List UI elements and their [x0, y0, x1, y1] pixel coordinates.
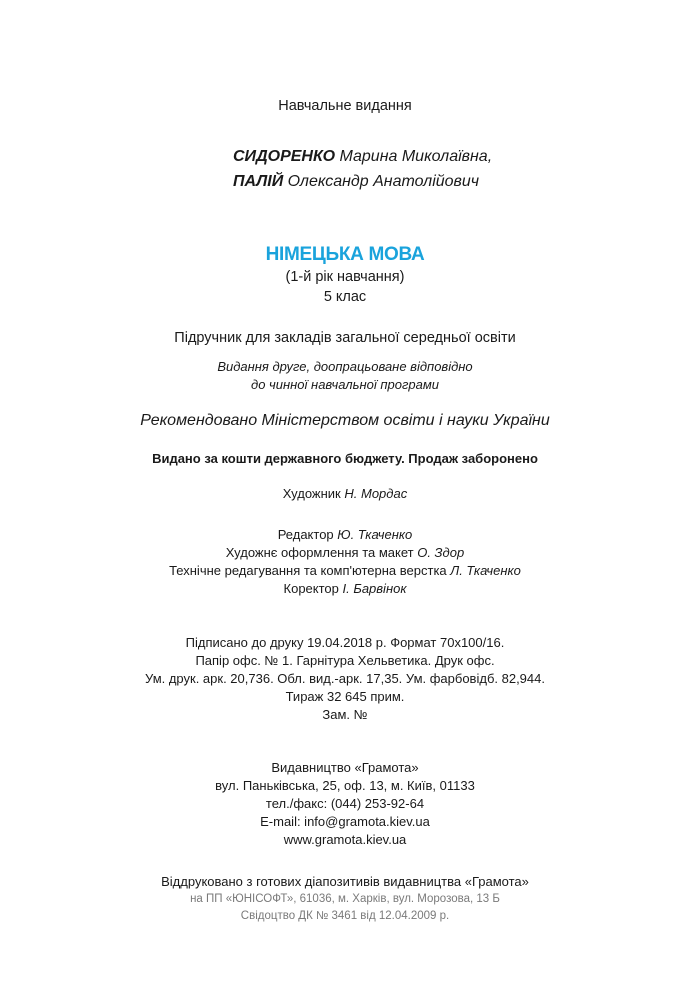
publisher-address: вул. Паньківська, 25, оф. 13, м. Київ, 01133 — [215, 778, 475, 793]
editor-credit — [0, 527, 690, 542]
tech-name: Л. Ткаченко — [450, 563, 521, 578]
editor-name: Ю. Ткаченко — [337, 527, 413, 542]
imprint-line-5: Зам. № — [322, 707, 368, 722]
author-2 — [233, 173, 479, 191]
editor-label: Редактор — [277, 527, 334, 542]
artist-label: Художник — [282, 486, 341, 501]
year-of-study: (1-й рік навчання) — [285, 269, 405, 285]
publisher-email: E-mail: info@gramota.kiev.ua — [260, 814, 430, 829]
printer-line-2: на ПП «ЮНІСОФТ», 61036, м. Харків, вул. Морозова, 13 Б — [190, 893, 500, 905]
imprint-line-3: Ум. друк. арк. 20,736. Обл. вид.-арк. 17,35. Ум. фарбовідб. 82,944. — [145, 671, 545, 686]
proof-credit — [0, 581, 690, 596]
funding-note: Видано за кошти державного бюджету. Продаж заборонено — [152, 451, 538, 466]
printer-line-1: Віддруковано з готових діапозитивів видавництва «Грамота» — [161, 874, 529, 889]
publisher-website: www.gramota.kiev.ua — [283, 832, 407, 847]
author-1-surname: СИДОРЕНКО — [233, 148, 336, 165]
proof-name: І. Барвінок — [342, 581, 407, 596]
tech-credit — [0, 563, 690, 578]
author-1 — [233, 148, 492, 166]
edition-note-1: Видання друге, доопрацьоване відповідно — [217, 359, 473, 374]
imprint-line-4: Тираж 32 645 прим. — [285, 689, 405, 704]
artist-name: Н. Мордас — [344, 486, 408, 501]
edition-note-2: до чинної навчальної програми — [251, 377, 439, 392]
publisher-phone: тел./факс: (044) 253-92-64 — [265, 796, 425, 811]
design-label: Художнє оформлення та макет — [225, 545, 414, 560]
design-credit — [0, 545, 690, 560]
edition-type: Навчальне видання — [278, 98, 412, 114]
artist-credit — [0, 486, 690, 501]
design-name: О. Здор — [417, 545, 465, 560]
book-title: НІМЕЦЬКА МОВА — [265, 244, 425, 265]
imprint-line-2: Папір офс. № 1. Гарнітура Хельветика. Друк офс. — [195, 653, 495, 668]
tech-label: Технічне редагування та комп'ютерна верстка — [169, 563, 447, 578]
author-1-name: Марина Миколаївна, — [339, 148, 493, 165]
publisher-name: Видавництво «Грамота» — [271, 760, 419, 775]
author-2-name: Олександр Анатолійович — [287, 173, 480, 190]
printer-line-3: Свідоцтво ДК № 3461 від 12.04.2009 р. — [240, 910, 450, 922]
grade: 5 клас — [323, 289, 367, 305]
book-purpose: Підручник для закладів загальної середньої освіти — [174, 330, 516, 346]
author-2-surname: ПАЛІЙ — [233, 173, 284, 190]
recommendation: Рекомендовано Міністерством освіти і науки України — [140, 412, 550, 429]
imprint-line-1: Підписано до друку 19.04.2018 р. Формат 70x100/16. — [185, 635, 505, 650]
proof-label: Коректор — [283, 581, 339, 596]
